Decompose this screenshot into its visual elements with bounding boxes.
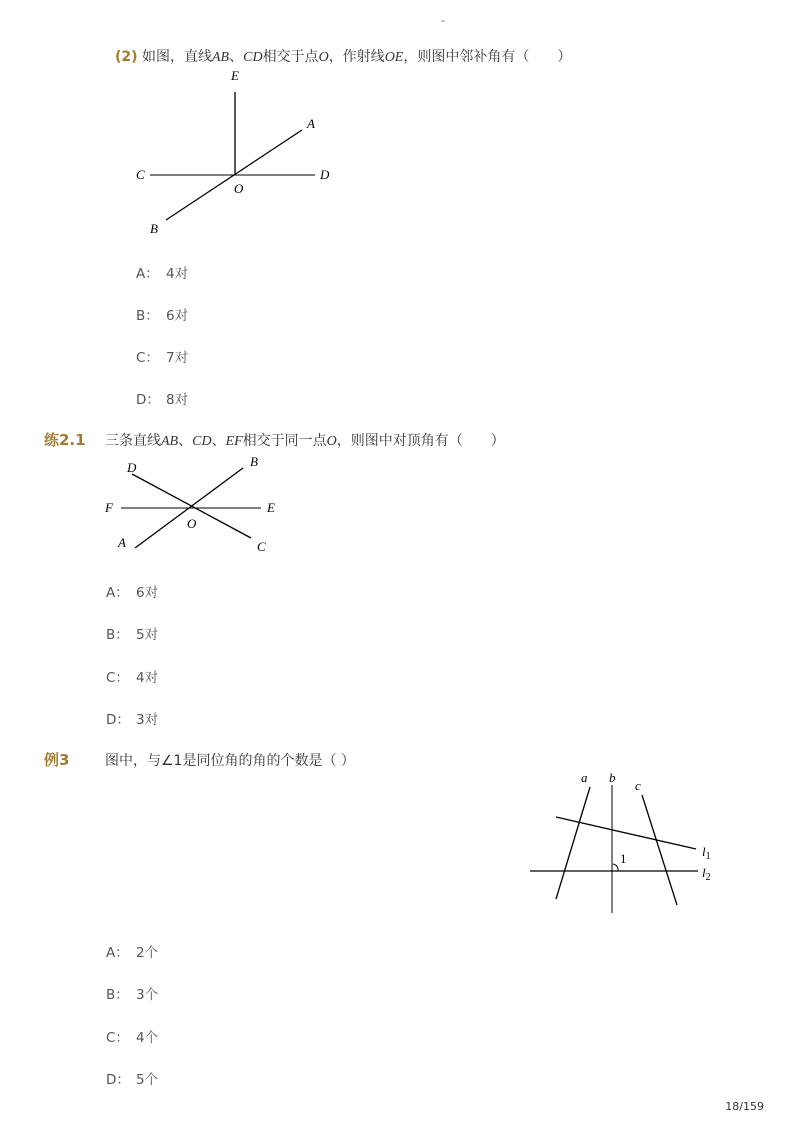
- exercise-2-1-question: 三条直线AB、CD、EF相交于同一点O，则图中对顶角有（ ）: [105, 433, 505, 449]
- example-tag: 例3: [44, 751, 70, 769]
- header-mark: -: [441, 14, 445, 27]
- label-b: B: [250, 454, 258, 469]
- ex3-figure: [520, 765, 740, 920]
- ex21-option-a[interactable]: A： 6对: [106, 585, 159, 601]
- label-a: A: [118, 535, 126, 550]
- line-a: [556, 787, 590, 899]
- label-angle-1: 1: [620, 851, 627, 866]
- line-l1: [556, 817, 696, 849]
- label-a: a: [581, 770, 588, 785]
- q2-option-d[interactable]: D： 8对: [136, 392, 189, 408]
- q2-option-a[interactable]: A： 4对: [136, 266, 189, 282]
- angle-1-arc: [613, 864, 618, 871]
- label-a: A: [307, 116, 315, 131]
- label-e: E: [231, 68, 239, 83]
- ex3-option-b[interactable]: B： 3个: [106, 987, 159, 1003]
- label-o: O: [187, 516, 197, 531]
- label-o: O: [234, 181, 244, 196]
- label-c: c: [635, 778, 641, 793]
- q2-figure: [120, 60, 350, 245]
- label-b: B: [150, 221, 158, 236]
- label-l2: $l_2$: [702, 865, 711, 883]
- question-number: (2): [115, 49, 138, 65]
- ex21-option-d[interactable]: D： 3对: [106, 712, 159, 728]
- label-b: b: [609, 770, 616, 785]
- line-c: [642, 795, 677, 905]
- ex3-option-d[interactable]: D： 5个: [106, 1072, 159, 1088]
- page-number: 18/159: [725, 1100, 764, 1113]
- question-text: 如图，直线AB、CD相交于点O，作射线OE，则图中邻补角有（ ）: [142, 49, 572, 65]
- q2-option-c[interactable]: C： 7对: [136, 350, 189, 366]
- label-c: C: [257, 539, 266, 554]
- ex3-option-a[interactable]: A： 2个: [106, 945, 159, 961]
- q2-option-b[interactable]: B： 6对: [136, 308, 189, 324]
- ex21-figure: [95, 448, 295, 563]
- label-l1: $l_1$: [702, 844, 711, 862]
- label-c: C: [136, 167, 145, 182]
- example-3-question: 图中，与∠1是同位角的角的个数是（ ）: [105, 753, 355, 769]
- label-f: F: [105, 500, 113, 515]
- label-d: D: [320, 167, 330, 182]
- ex3-option-c[interactable]: C： 4个: [106, 1030, 159, 1046]
- label-d: D: [127, 460, 137, 475]
- ex21-option-b[interactable]: B： 5对: [106, 627, 159, 643]
- ex21-option-c[interactable]: C： 4对: [106, 670, 159, 686]
- label-e: E: [267, 500, 275, 515]
- exercise-tag: 练2.1: [44, 431, 86, 449]
